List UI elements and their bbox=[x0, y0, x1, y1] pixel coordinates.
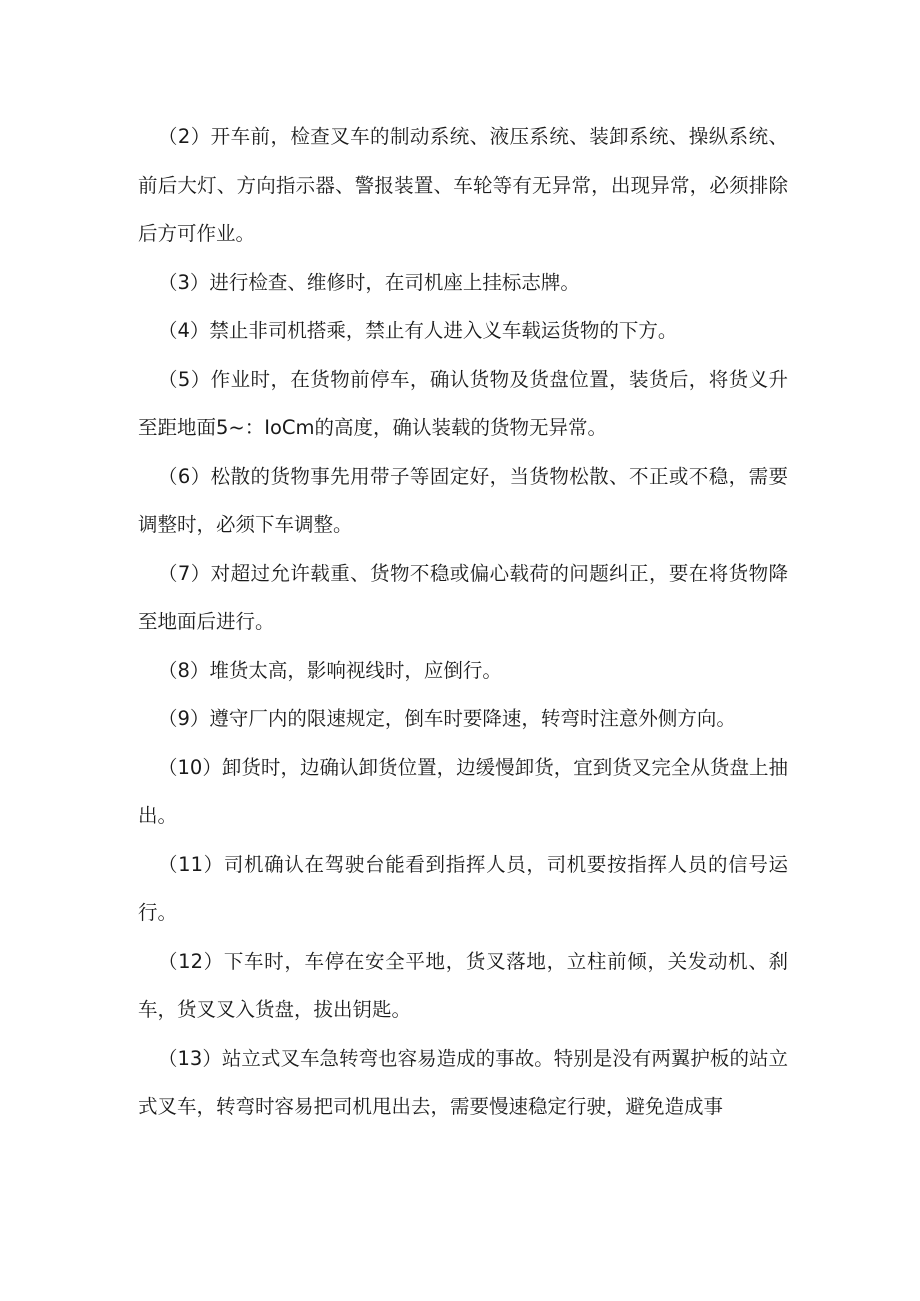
paragraph-6: （6）松散的货物事先用带子等固定好，当货物松散、不正或不稳，需要调整时，必须下车调整。 bbox=[138, 464, 788, 536]
paragraph-9: （9）遵守厂内的限速规定，倒车时要降速，转弯时注意外侧方向。 bbox=[158, 707, 736, 730]
paragraph-8: （8）堆货太高，影响视线时，应倒行。 bbox=[158, 658, 502, 682]
document-body bbox=[138, 113, 788, 1132]
paragraph-5: （5）作业时，在货物前停车，确认货物及货盘位置，装货后，将货义升至距地面5~：IoCm的高度，确认装载的货物无异常。 bbox=[138, 367, 788, 439]
paragraph-2: （2）开车前，检查叉车的制动系统、液压系统、装卸系统、操纵系统、前后大灯、方向指示器、警报装置、车轮等有无异常，出现异常，必须排除后方可作业。 bbox=[138, 125, 788, 245]
paragraph-3: （3）进行检查、维修时，在司机座上挂标志牌。 bbox=[158, 270, 580, 294]
paragraph-4: （4）禁止非司机搭乘，禁止有人进入义车载运货物的下方。 bbox=[158, 319, 678, 342]
paragraph-12: （12）下车时，车停在安全平地，货叉落地，立柱前倾，关发动机、刹车，货叉叉入货盘，拔出钥匙。 bbox=[138, 949, 788, 1021]
paragraph-7: （7）对超过允许载重、货物不稳或偏心载荷的问题纠正，要在将货物降至地面后进行。 bbox=[138, 561, 788, 633]
paragraph-11: （11）司机确认在驾驶台能看到指挥人员，司机要按指挥人员的信号运行。 bbox=[138, 852, 788, 924]
paragraph-13: （13）站立式叉车急转弯也容易造成的事故。特别是没有两翼护板的站立式叉车，转弯时容易把司机甩出去，需要慢速稳定行驶，避免造成事 bbox=[138, 1046, 788, 1118]
paragraph-10: （10）卸货时，边确认卸货位置，边缓慢卸货，宜到货叉完全从货盘上抽出。 bbox=[138, 755, 788, 827]
